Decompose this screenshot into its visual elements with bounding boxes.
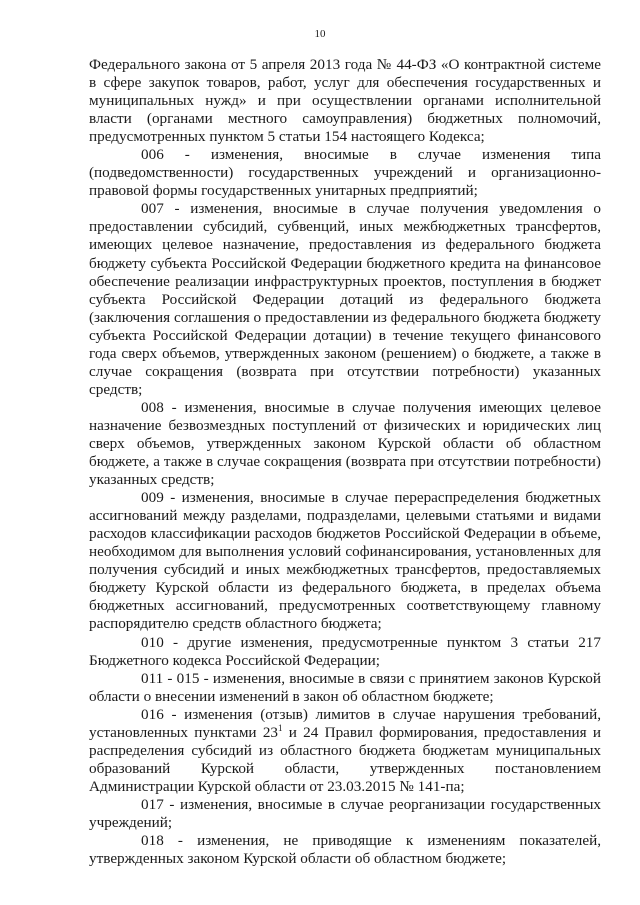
paragraph-code-016-part2: и 24 Правил формирования, предоставления и распределения субсидий из областного бюджета бюджетам муниципальных образований Курской области, утвержденных постановлением Администрации Курской области от 23.03.2015 № 141-па; bbox=[89, 723, 601, 795]
superscript-footnote: 1 bbox=[278, 722, 283, 733]
paragraph-code-016-part1: 016 - изменения (отзыв) лимитов в случае нарушения требований, установленных пунктами 23 bbox=[89, 705, 601, 741]
paragraph-code-007: 007 - изменения, вносимые в случае получения уведомления о предоставлении субсидий, субвенций, иных межбюджетных трансфертов, имеющих целевое назначение, предоставления из федерального бюджета бюджету субъекта Российской Федерации бюджетного кредита на финансовое обеспечение реализации инфраструктурных проектов, поступления в бюджет субъекта Российской Федерации дотаций из федерального бюджета (заключения соглашения о предоставлении из федерального бюджета бюджету субъекта Российской Федерации дотации) в течение текущего финансового года сверх объемов, утвержденных законом (решением) о бюджете, а также в случае сокращения (возврата при отсутствии потребности) указанных средств; bbox=[89, 200, 601, 398]
page-number: 10 bbox=[314, 28, 326, 40]
paragraph-code-010: 010 - другие изменения, предусмотренные пунктом 3 статьи 217 Бюджетного кодекса Российской Федерации; bbox=[89, 633, 601, 669]
paragraph-federal-law-continuation: Федерального закона от 5 апреля 2013 года № 44-ФЗ «О контрактной системе в сфере закупок товаров, работ, услуг для обеспечения государственных и муниципальных нужд» и при осуществлении органами исполнительной власти (органами местного самоуправления) бюджетных полномочий, предусмотренных пунктом 5 статьи 154 настоящего Кодекса; bbox=[89, 56, 601, 146]
paragraph-code-009: 009 - изменения, вносимые в случае перераспределения бюджетных ассигнований между разделами, подразделами, целевыми статьями и видами расходов классификации расходов бюджетов Российской Федерации в объеме, необходимом для выполнения условий софинансирования, установленных для получения субсидий и иных межбюджетных трансфертов, предоставляемых бюджету Курской области из федерального бюджета, в пределах объема бюджетных ассигнований, предусмотренных соответствующему главному распорядителю средств областного бюджета; bbox=[89, 489, 601, 633]
paragraph-code-017: 017 - изменения, вносимые в случае реорганизации государственных учреждений; bbox=[89, 795, 601, 831]
paragraph-code-008: 008 - изменения, вносимые в случае получения имеющих целевое назначение безвозмездных поступлений от физических и юридических лиц сверх объемов, утвержденных законом Курской области об областном бюджете, а также в случае сокращения (возврата при отсутствии потребности) указанных средств; bbox=[89, 398, 601, 489]
paragraph-code-016 bbox=[89, 706, 601, 796]
paragraph-code-011-015: 011 - 015 - изменения, вносимые в связи с принятием законов Курской области о внесении изменений в закон об областном бюджете; bbox=[89, 669, 601, 705]
document-body bbox=[89, 56, 601, 868]
paragraph-code-006: 006 - изменения, вносимые в случае изменения типа (подведомственности) государственных учреждений и организационно-правовой формы государственных унитарных предприятий; bbox=[89, 146, 601, 200]
paragraph-code-018: 018 - изменения, не приводящие к изменениям показателей, утвержденных законом Курской области об областном бюджете; bbox=[89, 832, 601, 868]
